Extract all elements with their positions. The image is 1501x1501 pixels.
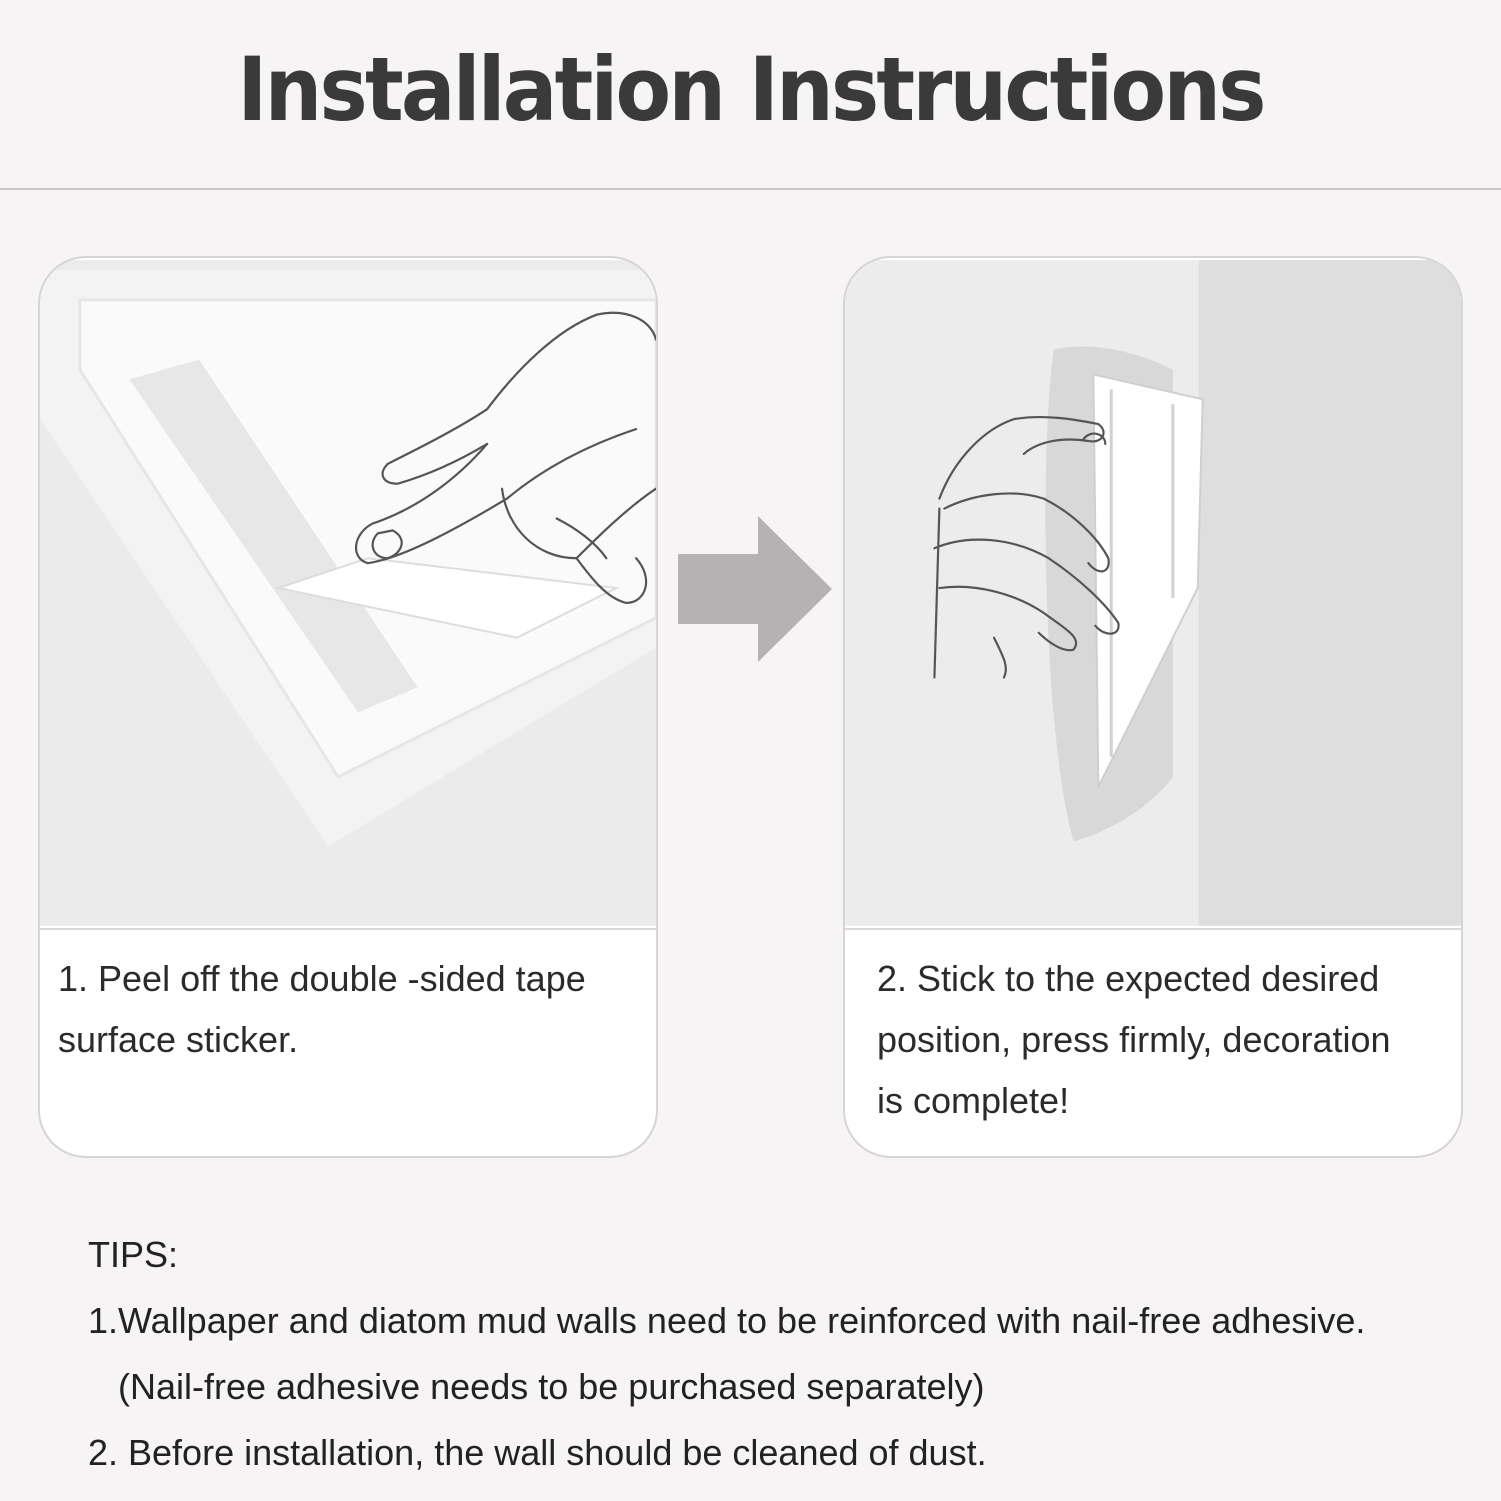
caption-line: surface sticker. [58, 1019, 299, 1060]
tip-item: (Nail-free adhesive needs to be purchased separately) [118, 1366, 985, 1407]
arrow-right-icon [678, 516, 832, 662]
step-2-card [843, 256, 1463, 1158]
step-2-caption [877, 948, 1447, 1131]
tips-heading: TIPS: [88, 1234, 179, 1275]
caption-line: 1. Peel off the double -sided tape [58, 958, 586, 999]
hand-pressing-mirror-illustration [845, 258, 1461, 928]
card-divider [40, 928, 656, 930]
tips-section [88, 1222, 1365, 1486]
tip-item: 2. Before installation, the wall should be cleaned of dust. [88, 1432, 987, 1473]
step-1-card [38, 256, 658, 1158]
caption-line: is complete! [877, 1080, 1070, 1121]
tip-item: 1.Wallpaper and diatom mud walls need to be reinforced with nail-free adhesive. [88, 1300, 1366, 1341]
header-divider [0, 188, 1501, 190]
card-divider [845, 928, 1461, 930]
page-title: Installation Instructions [237, 38, 1264, 141]
hand-peeling-tape-illustration [40, 258, 656, 928]
caption-line: position, press firmly, decoration [877, 1019, 1391, 1060]
caption-line: 2. Stick to the expected desired [877, 958, 1380, 999]
step-1-caption [58, 948, 638, 1070]
